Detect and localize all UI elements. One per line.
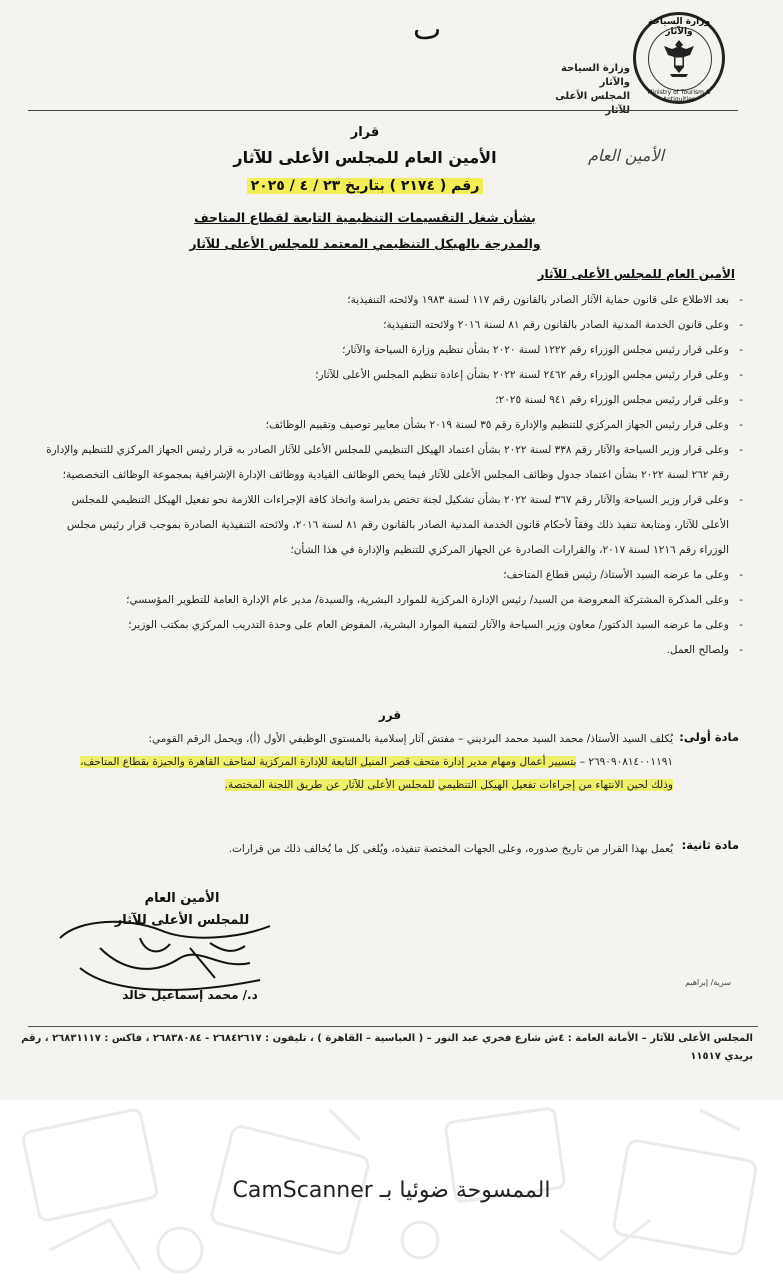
preamble-item: - ولصالح العمل. <box>666 644 743 656</box>
handwritten-mark: ٮ <box>413 12 442 47</box>
preamble-item: - وعلى قرار رئيس مجلس الوزراء رقم ١٢٢٢ لسنة ٢٠٢٠ بشأن تنظيم وزارة السياحة والآثار؛ <box>342 344 743 356</box>
article-1-text: يُكلف السيد الأستاذ/ محمد السيد محمد البرديني – مفتش آثار إسلامية بالمستوى الوظيفي الأول (أ)، ويحمل الرقم القومي: ٢٦٩٠٩٠٨١٤٠٠١١٩١ – بتسيير أعمال ومهام مدير إدارة متحف قصر المنيل التابعة للإدارة المركزية لمتاحف القاهرة والجيزة بقطاع المتاحف، وذلك لحين الانتهاء من إجراءات تفعيل الهيكل التنظيمي للمجلس الأعلى للآثار عن طريق اللجنة المختصة. <box>80 733 673 791</box>
decree-label: قرار <box>350 125 380 140</box>
preamble-item: - وعلى ما عرضه السيد الأستاذ/ رئيس قطاع المتاحف؛ <box>503 569 743 581</box>
preamble-item: - وعلى قرار رئيس الجهاز المركزي للتنظيم والإدارة رقم ٣٥ لسنة ٢٠١٩ بشأن معايير توصيف وتقييم الوظائف؛ <box>265 419 743 431</box>
article-2-label: مادة ثانية: <box>681 838 739 852</box>
header-divider <box>28 110 738 111</box>
signature-block <box>40 888 300 1018</box>
preamble-item: - بعد الاطلاع على قانون حماية الآثار الصادر بالقانون رقم ١١٧ لسنة ١٩٨٣ ولائحته التنفيذية؛ <box>347 294 743 306</box>
seal-arabic-text: وزارة السياحة والآثار <box>647 17 711 37</box>
preamble-heading: الأمين العام للمجلس الأعلى للآثار <box>537 267 735 281</box>
subject-line-1: بشأن شغل التقسيمات التنظيمية التابعة لقطاع المتاحف <box>194 210 536 225</box>
preamble-item: - وعلى قرار رئيس مجلس الوزراء رقم ٢٤٦٢ لسنة ٢٠٢٢ بشأن إعادة تنظيم المجلس الأعلى للآثار؛ <box>315 369 743 381</box>
signatory-title: الأمين العام للمجلس الأعلى للآثار <box>114 891 250 928</box>
eagle-emblem-icon <box>660 37 698 79</box>
handwritten-signature <box>40 908 300 998</box>
footer-address: المجلس الأعلى للآثار – الأمانة العامة : ٤ش شارع فخري عبد النور – ( العباسية – القاهرة ) ، تليفون : ٢٦٨٤٢٦١٧ - ٢٦٨٣٨٠٨٤ ، فاكس : ٢٦٨٣١١١٧ ، رقم بريدي ١١٥١٧ <box>21 1033 753 1062</box>
preamble-list <box>43 288 743 663</box>
subject-line-2: والمدرجة بالهيكل التنظيمي المعتمد للمجلس الأعلى للآثار <box>189 236 541 251</box>
preamble-item: - وعلى المذكرة المشتركة المعروضة من السيد/ رئيس الإدارة المركزية للموارد البشرية، والسيدة/ مدير عام الإدارة العامة للتطوير المؤسسي؛ <box>126 594 743 606</box>
preamble-item: - وعلى قرار رئيس مجلس الوزراء رقم ٩٤١ لسنة ٢٠٢٥؛ <box>495 394 743 406</box>
decided-heading: قرر <box>378 708 402 722</box>
preamble-item: - وعلى قرار وزير السياحة والآثار رقم ٣٦٧ لسنة ٢٠٢٢ بشأن تشكيل لجنة تختص بدراسة واتخاذ كافة الإجراءات اللازمة نحو تفعيل الهيكل التنظيمي للمجلس الأعلى للآثار، ومتابعة تنفيذ ذلك وفقاً لأحكام قانون الخدمة المدنية الصادر بالقانون رقم ٨١ لسنة ٢٠١٦، ولائحته التنفيذية الصادرة بموجب قرار رئيس مجلس الوزراء رقم ١٢١٦ لسنة ٢٠١٧، والقرارات الصادرة عن الجهاز المركزي للتنظيم والإدارة في هذا الشأن؛ <box>66 494 743 556</box>
camscanner-watermark: الممسوحة ضوئيا بـ CamScanner <box>232 1178 551 1203</box>
preamble-item: - وعلى ما عرضه السيد الدكتور/ معاون وزير السياحة والآثار لتنمية الموارد البشرية، المفوض العام على وحدة التدريب المركزي بمكتب الوزير؛ <box>128 619 743 631</box>
article-2-text: يُعمل بهذا القرار من تاريخ صدوره، وعلى الجهات المختصة تنفيذه، ويُلغى كل ما يُخالف ذلك من قرارات. <box>228 843 673 855</box>
issuer-title: الأمين العام للمجلس الأعلى للآثار <box>233 148 497 167</box>
ministry-line-2: المجلس الأعلى للآثار <box>555 91 630 116</box>
scanner-watermark-area <box>0 1100 783 1280</box>
preamble-item: - وعلى قرار وزير السياحة والآثار رقم ٣٣٨ لسنة ٢٠٢٢ بشأن اعتماد الهيكل التنظيمي للمجلس الأعلى للآثار الصادر به قرار رئيس الجهاز المركزي للتنظيم والإدارة رقم ٢٦٢ لسنة ٢٠٢٢ بشأن اعتماد جدول وظائف المجلس الأعلى للآثار فيما يخص الوظائف القيادية ووظائف الإدارة الإشرافية بمجموعة الوظائف التخصصية؛ <box>46 444 743 481</box>
ministry-seal <box>633 12 725 104</box>
typist-initials: سرية/ إبراهيم <box>685 978 731 987</box>
secretary-general-stamp: الأمين العام <box>588 146 665 165</box>
footer-divider <box>28 1026 758 1027</box>
article-1-label: مادة أولى: <box>679 730 739 744</box>
preamble-item: - وعلى قانون الخدمة المدنية الصادر بالقانون رقم ٨١ لسنة ٢٠١٦ ولائحته التنفيذية؛ <box>383 319 743 331</box>
ministry-line-1: وزارة السياحة والآثار <box>560 63 630 88</box>
seal-english-text: Ministry of Tourism & Antiquities <box>647 89 711 103</box>
signatory-name: د./ محمد إسماعيل خالد <box>122 988 258 1002</box>
decree-number-date: رقم ( ٢١٧٤ ) بتاريخ ٢٣ / ٤ / ٢٠٢٥ <box>150 178 580 194</box>
